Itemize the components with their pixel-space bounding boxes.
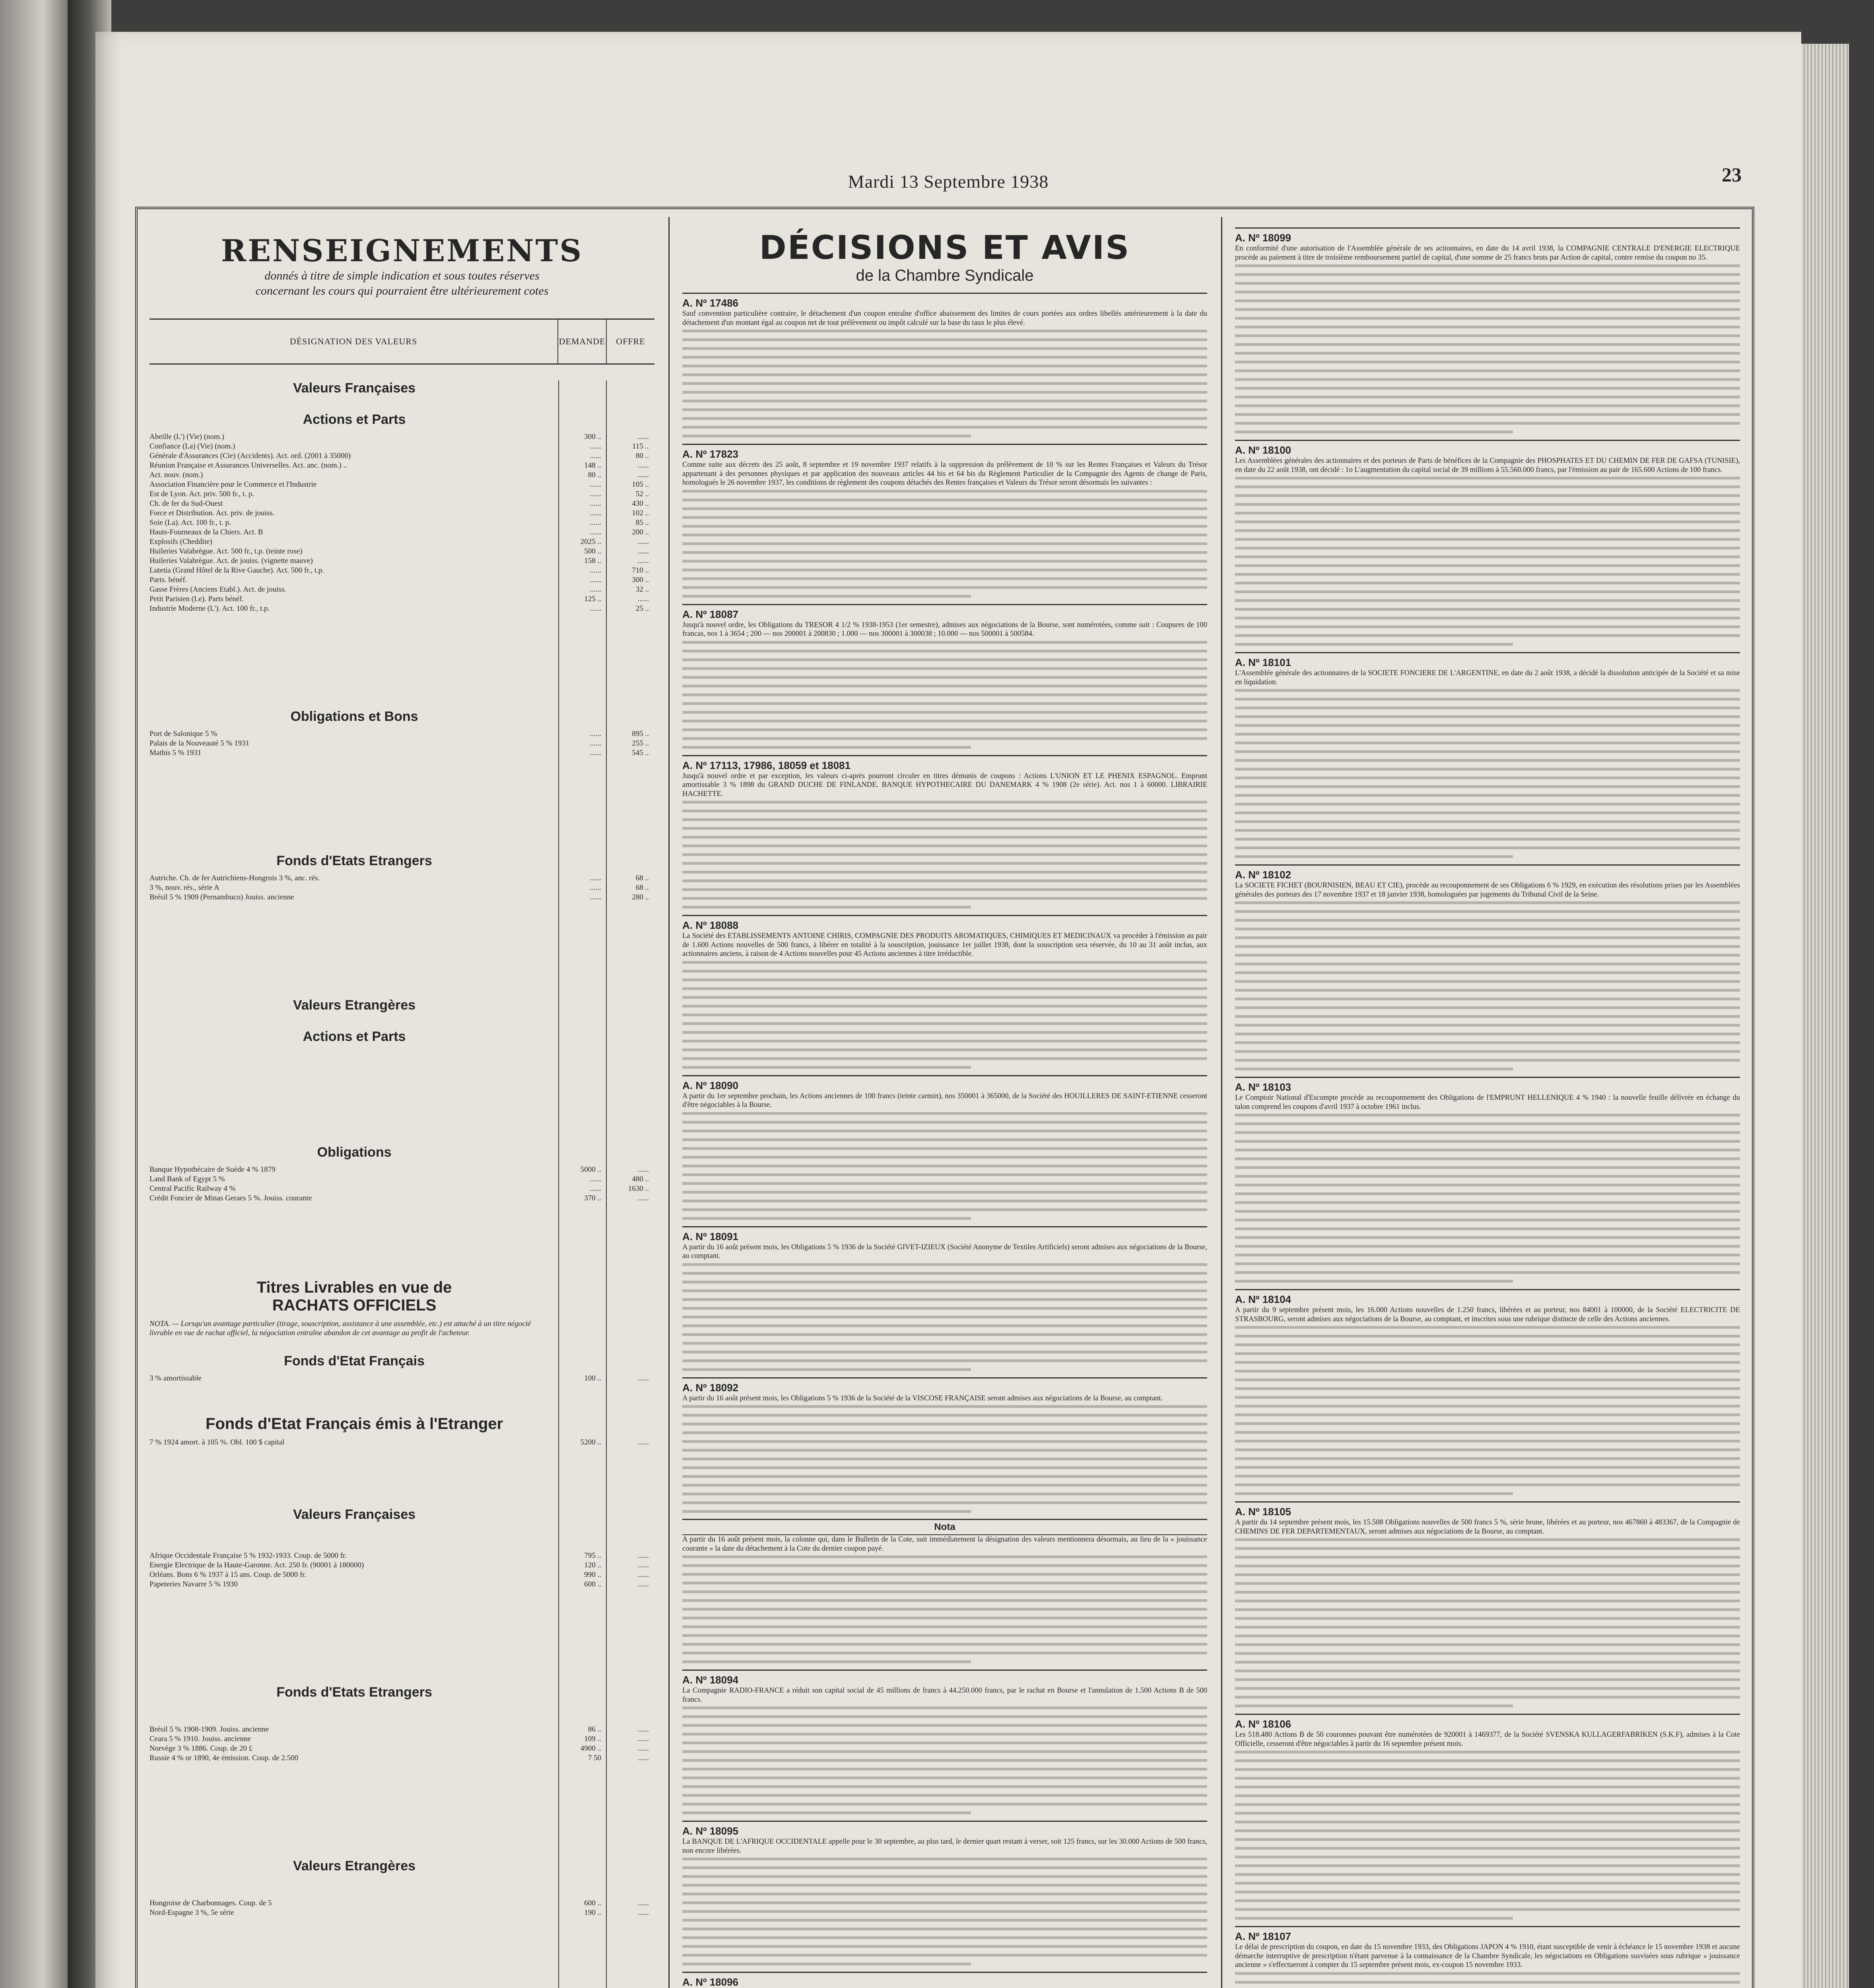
offre-value: ...... [637,1561,649,1569]
avis-text: En conformité d'une autorisation de l'Assemblée générale de ses actionnaires, en date du 14 avril 1938, la COMPAGNIE CENTRALE D'ENERGIE ELECTRIQUE procède au paiement à titre de troisième remboursement partiel de capital, d'une somme de 25 francs bruts par Action de capital, contre remise du coupon no 35. [1235,245,1740,262]
avis-text: Le Comptoir National d'Escompte procède au recouponnement des Obligations de l'EMPRUNT HELLENIQUE 4 % 1940 : la nouvelle feuille délivrée en échange du talon comprend les coupons d'avril 1937 à octobre 1961 inclus. [1235,1094,1740,1111]
section-subtitle: Actions et Parts [303,412,406,427]
section-title: Valeurs Etrangères [293,998,416,1013]
avis-reference: A. Nº 18105 [1235,1501,1740,1518]
column-divider [668,217,670,1988]
avis-text: A partir du 16 août présent mois, les Obligations 5 % 1936 de la Société de la VISCOSE FRANÇAISE seront admises aux négociations de la Bourse, au comptant. [682,1394,1163,1402]
text-body-placeholder [1235,1751,1740,1920]
demande-value: 190 .. [584,1908,601,1917]
avis-reference: A. Nº 18101 [1235,652,1740,669]
avis-continued-column [1235,221,1740,1988]
demande-value: 795 .. [584,1551,601,1560]
table-row [150,1438,654,1447]
offre-value: 80 .. [635,452,649,460]
demande-value: ...... [590,893,601,901]
demande-value: 125 .. [584,595,601,603]
demande-value: ...... [590,585,601,594]
security-name: Hongroise de Charbonnages. Coup. de 5 [150,1899,272,1907]
security-name: Gasse Frères (Anciens Etabl.). Act. de jouiss. [150,585,287,594]
decisions-subtitle: de la Chambre Syndicale [856,267,1034,284]
security-name: Nord-Espagne 3 %, 5e série [150,1908,234,1917]
renseignements-subtitle: concernant les cours qui pourraient être ultérieurement cotes [255,284,549,297]
rows-fonds-etrangers-2 [150,1725,654,1763]
offre-value: 68 .. [635,883,649,892]
demande-value: ...... [590,749,601,757]
demande-value: ...... [590,739,601,747]
avis-text: La BANQUE DE L'AFRIQUE OCCIDENTALE appelle pour le 30 septembre, au plus tard, le dernier quart restant à verser, soit 125 francs, sur les 30.000 Actions de 500 francs, non encore libérées. [682,1838,1207,1855]
offre-value: ...... [637,1735,649,1743]
offre-value: 255 .. [632,739,649,747]
security-name: Huileries Valabrègue. Act. de jouiss. (vignette mauve) [150,557,313,565]
offre-value: ...... [637,1551,649,1560]
demande-value: ...... [590,576,601,584]
table-row [150,509,654,518]
table-row [150,893,654,902]
security-name: Force et Distribution. Act. priv. de jouiss. [150,509,275,517]
security-name: Réunion Française et Assurances Universelles. Act. anc. (nom.) .. [150,461,348,470]
table-row [150,461,654,470]
table-row [150,1753,654,1763]
rows-fonds-francais-etranger [150,1438,654,1447]
avis-text: A partir du 14 septembre présent mois, les 15.508 Obligations nouvelles de 500 francs 5 %, série brune, libérées et au porteur, nos 467860 à 483367, de la Compagnie de CHEMINS DE FER DEPARTEMENTAUX, seront admises aux négociations de la Bourse, au comptant. [1235,1518,1740,1536]
demande-value: ...... [590,442,601,450]
demande-value: ...... [590,566,601,575]
offre-value: ...... [637,595,649,603]
security-name: 3 %, nouv. rés., série A [150,883,219,892]
table-row [150,1734,654,1744]
demande-value: 100 .. [584,1374,601,1382]
table-row [150,442,654,451]
offre-value: 710 .. [632,566,649,575]
section-title: Obligations et Bons [290,709,418,724]
section-subtitle: Actions et Parts [303,1029,406,1044]
demande-value: 86 .. [588,1725,601,1734]
security-name: Norvège 3 % 1886. Coup. de 20 £ [150,1744,253,1753]
section-title: Titres Livrables en vue de [256,1279,452,1296]
demande-value: ...... [590,1184,601,1193]
column-header-designation: DÉSIGNATION DES VALEURS [150,320,558,363]
demande-value: 300 .. [584,433,601,441]
offre-value: ...... [637,1571,649,1579]
demande-value: 600 .. [584,1580,601,1588]
table-row [150,537,654,547]
rows-fonds-francais [150,1374,654,1383]
avis-reference: A. Nº 18099 [1235,227,1740,244]
security-name: Petit Parisien (Le). Parts bénéf. [150,595,244,603]
column-header-offre: OFFRE [616,336,645,346]
rows-valeurs-francaises-2 [150,1551,654,1589]
demande-value: ...... [590,528,601,536]
table-row [150,451,654,461]
table-row [150,883,654,893]
avis-text: La SOCIETE FICHET (BOURNISIEN, BEAU ET CIE), procède au recouponnement de ses Obligations 6 % 1929, en exécution des résolutions prises par les Assemblées générales des porteurs des 17 novembre 1937 et 18 janvier 1938, homologuées par jugements du Tribunal Civil de la Seine. [1235,881,1740,899]
table-row [150,1551,654,1561]
offre-value: 895 .. [632,730,649,738]
avis-reference: A. Nº 18094 [682,1670,1207,1686]
offre-value: 280 .. [632,893,649,901]
avis-reference: A. Nº 18091 [682,1226,1207,1243]
table-row [150,489,654,499]
avis-reference: A. Nº 18106 [1235,1714,1740,1730]
security-name: Association Financière pour le Commerce et l'Industrie [150,480,317,489]
text-body-placeholder [682,801,1207,909]
avis-text: Les Assemblées générales des actionnaires et des porteurs de Parts de bénéfices de la Compagnie des PHOSPHATES ET DU CHEMIN DE FER DE GAFSA (TUNISIE), en date du 22 août 1938, ont décidé : 1o L'augmentation du capital social de 39 millions à 55.560.000 francs, par l'émission au pair de 165.600 Actions de 100 francs. [1235,457,1740,474]
table-row [150,1175,654,1184]
text-body-placeholder [1235,477,1740,646]
demande-value: ...... [590,883,601,892]
avis-list [682,293,1207,1988]
table-row [150,499,654,509]
demande-value: ...... [590,480,601,489]
security-name: Brésil 5 % 1908-1909. Jouiss. ancienne [150,1725,269,1734]
security-name: Autriche. Ch. de fer Autrichiens-Hongrois 3 %, anc. rés. [150,874,320,882]
security-name: Energie Electrique de la Haute-Garonne. Act. 250 fr. (90001 à 180000) [150,1561,364,1569]
offre-value: 105 .. [632,480,649,489]
demande-value: 80 .. [588,471,601,479]
avis-reference: A. Nº 18095 [682,1821,1207,1837]
offre-value: 480 .. [632,1175,649,1183]
offre-value: ...... [637,1899,649,1907]
avis-reference: Nota [682,1519,1207,1535]
security-name: Huileries Valabrègue. Act. 500 fr., t.p. (teinte rose) [150,547,303,555]
text-body-placeholder [682,490,1207,598]
offre-value: ...... [637,1908,649,1917]
avis-reference: A. Nº 18107 [1235,1926,1740,1943]
table-row [150,874,654,883]
avis-text: La Société des ETABLISSEMENTS ANTOINE CHIRIS, COMPAGNIE DES PRODUITS AROMATIQUES, CHIMIQUES ET MEDICINAUX va procéder à l'émission au pair de 1.600 Actions nouvelles de 500 francs, à libérer en totalité à la souscription, jouissance 1er juillet 1938, dont la souscription sera réservée, du 10 au 31 août inclus, aux actionnaires anciens, à raison de 4 Actions nouvelles pour 45 Actions anciennes à titre irréductible. [682,932,1207,958]
offre-value: 1630 .. [628,1184,649,1193]
table-row [150,518,654,528]
demande-value: ...... [590,490,601,498]
offre-value: 102 .. [632,509,649,517]
avis-reference: A. Nº 18092 [682,1377,1207,1394]
text-body-placeholder [682,1858,1207,1965]
avis-reference: A. Nº 17113, 17986, 18059 et 18081 [682,755,1207,772]
security-name: Banque Hypothécaire de Suède 4 % 1879 [150,1165,276,1174]
avis-text: Les 518.480 Actions B de 50 couronnes pouvant être numérotées de 920001 à 1469377, de la Société SVENSKA KULLAGERFABRIKEN (S.K.F), admises à la Cote Officielle, cesseront d'être négociables à partir du 16 septembre présent mois. [1235,1731,1740,1748]
avis-reference: A. Nº 18100 [1235,440,1740,456]
security-name: Ceara 5 % 1910. Jouiss. ancienne [150,1735,251,1743]
offre-value: ...... [637,1754,649,1762]
text-body-placeholder [682,1112,1207,1220]
avis-reference: A. Nº 18096 [682,1972,1207,1988]
text-body-placeholder [1235,689,1740,858]
demande-value: ...... [590,452,601,460]
avis-text: Le délai de prescription du coupon, en date du 15 novembre 1933, des Obligations JAPON 4 % 1910, étant susceptible de venir à échéance le 15 novembre 1938 et aucune démarche interruptive de prescription n'étant parvenue à la connaissance de la Chambre Syndicale, les négociations en Obligations susvisées sous rubrique « jouissance ancienne » s'effectueront à compter du 15 septembre présent mois, ex-coupon 15 novembre 1933. [1235,1943,1740,1969]
table-row [150,432,654,442]
table-row [150,594,654,604]
table-row [150,1725,654,1734]
demande-value: ...... [590,730,601,738]
section-title: RACHATS OFFICIELS [272,1297,437,1314]
text-body-placeholder [682,961,1207,1069]
section-title: Fonds d'Etats Etrangers [276,853,432,868]
text-body-placeholder [1235,1114,1740,1283]
offre-value: 52 .. [635,490,649,498]
demande-value: 370 .. [584,1194,601,1202]
offre-value: ...... [637,1165,649,1174]
avis-reference: A. Nº 18104 [1235,1289,1740,1306]
demande-value: ...... [590,604,601,613]
section-title: Fonds d'Etat Français émis à l'Etranger [205,1415,503,1433]
offre-value: ...... [637,1194,649,1202]
table-row [150,1194,654,1203]
security-name: Est de Lyon. Act. priv. 500 fr., t. p. [150,490,254,498]
table-row [150,1374,654,1383]
security-name: Soie (La). Act. 100 fr., t. p. [150,518,231,527]
security-name: Parts. bénéf. [150,576,187,584]
avis-text: Jusqu'à nouvel ordre, les Obligations du TRESOR 4 1/2 % 1938-1953 (1er semestre), admises aux négociations de la Bourse, sont numérotées, comme suit : Coupures de 100 francas, nos 1 à 3654 ; 200 — nos 200001 à 200830 ; 1.000 — nos 300001 à 300038 ; 10.000 — nos 500001 à 500584. [682,621,1207,638]
security-name: 7 % 1924 amort. à 105 %. Obl. 100 $ capital [150,1438,285,1446]
section-title: Valeurs Etrangères [293,1858,416,1873]
offre-value: 430 .. [632,499,649,508]
avis-reference: A. Nº 18103 [1235,1077,1740,1093]
newspaper-page [95,32,1801,1988]
text-body-placeholder [1235,1538,1740,1707]
avis-text: Comme suite aux décrets des 25 août, 8 septembre et 19 novembre 1937 relatifs à la suppression du prélèvement de 10 % sur les Rentes Françaises et Valeurs du Trésor appartenant à des personnes physiques et par application des nouveaux articles 44 bis et 64 bis du Règlement Particulier de la Compagnie des Agents de change de Paris, homologués le 26 novembre 1937, les conditions de règlement des coupons détachés des Rentes françaises et Valeurs du Trésor seront désormais les suivantes : [682,461,1207,487]
table-row [150,1165,654,1175]
security-name: Lutetia (Grand Hôtel de la Rive Gauche). Act. 500 fr., t.p. [150,566,324,575]
demande-value: 600 .. [584,1899,601,1907]
previous-page-edge [0,0,72,1988]
avis-text: La Compagnie RADIO-FRANCE a réduit son capital social de 45 millions de francs à 44.250.000 francs, par le rachat en Bourse et l'annulation de 1.500 Actions B de 500 francs. [682,1687,1207,1704]
demande-value: 158 .. [584,557,601,565]
demande-value: 5200 .. [580,1438,601,1446]
demande-value: ...... [590,518,601,527]
table-row [150,748,654,758]
table-row [150,729,654,739]
offre-value: ...... [637,1374,649,1382]
page-stack-edge [1801,44,1849,1988]
demande-value: ...... [590,499,601,508]
offre-value: ...... [637,1744,649,1753]
offre-value: 200 .. [632,528,649,536]
rows-valeurs-etrangeres-2 [150,1899,654,1918]
avis-reference: A. Nº 18088 [682,915,1207,932]
rows-fonds-etrangers [150,874,654,902]
offre-value: 32 .. [635,585,649,594]
table-row [150,556,654,566]
section-title: Valeurs Françaises [293,1507,416,1522]
avis-reference: A. Nº 18087 [682,604,1207,621]
page-frame [135,207,1754,1988]
offre-value: ...... [637,1725,649,1734]
security-name: Central Pacific Railway 4 % [150,1184,236,1193]
table-row [150,585,654,594]
security-name: Explosifs (Cheddite) [150,538,212,546]
security-name: Russie 4 % or 1890, 4e émission. Coup. de 2.500 [150,1754,299,1762]
table-row [150,1899,654,1908]
avis-list-continued [1235,227,1740,1988]
section-title: Fonds d'Etats Etrangers [276,1685,432,1700]
rows-valeurs-francaises [150,432,654,613]
quotes-table [150,381,654,1988]
offre-value: 25 .. [635,604,649,613]
demande-value: 148 .. [584,461,601,470]
nota-text: NOTA. — Lorsqu'un avantage particulier (tirage, souscription, assistance à une assemblée, etc.) est attaché à un titre négocié livrable en vue de rachat officiel, la négociation entraîne abandon de cet avantage au profit de l'acheteur. [150,1320,531,1337]
security-name: Papeteries Navarre 5 % 1930 [150,1580,238,1588]
column-header-demande: DEMANDE [558,320,607,363]
security-name: Abeille (L') (Vie) (nom.) [150,433,224,441]
text-body-placeholder [1235,264,1740,433]
avis-text: A partir du 16 août présent mois, la colonne qui, dans le Bulletin de la Cote, suit immédiatement la désignation des valeurs mentionnera désormais, au lieu de la « jouissance courante » la date du détachement à la Cote du dernier coupon payé. [682,1536,1207,1553]
demande-value: 2025 .. [580,538,601,546]
avis-text: Jusqu'à nouvel ordre et par exception, les valeurs ci-après pourront circuler en titres démunis de coupons : Actions L'UNION ET LE PHENIX ESPAGNOL. Emprunt amortissable 3 % 1898 du GRAND DUCHE DE FINLANDE. BANQUE HYPOTHECAIRE DU DANEMARK 4 % 1908 (2e série). Act. nos 1 à 60000. LIBRAIRIE HACHETTE. [682,772,1207,798]
security-name: Palais de la Nouveauté 5 % 1931 [150,739,250,747]
renseignements-title: RENSEIGNEMENTS [221,233,583,268]
avis-text: A partir du 9 septembre présent mois, les 16.000 Actions nouvelles de 1.250 francs, libérées et au porteur, nos 84001 à 100000, de la Société ELECTRICITE DE STRASBOURG, seront admises aux négociations de la Bourse, au comptant, et inscrites sous une rubrique distincte de celle des Actions anciennes. [1235,1306,1740,1323]
table-row [150,1580,654,1589]
text-body-placeholder [682,641,1207,749]
avis-reference: A. Nº 18090 [682,1075,1207,1092]
rows-obligations-bons [150,729,654,758]
security-name: Brésil 5 % 1909 (Pernambuco) Jouiss. ancienne [150,893,294,901]
security-name: Industrie Moderne (L'). Act. 100 fr., t.p. [150,604,270,613]
renseignements-column [150,221,654,1988]
table-row [150,1908,654,1918]
text-body-placeholder [682,1405,1207,1513]
demande-value: 109 .. [584,1735,601,1743]
page-number: 23 [1722,163,1742,186]
table-row [150,739,654,748]
column-divider [1221,217,1222,1988]
security-name: Afrique Occidentale Française 5 % 1932-1933. Coup. de 5000 fr. [150,1551,347,1560]
offre-value: ...... [637,471,649,479]
table-row [150,547,654,556]
avis-reference: A. Nº 17823 [682,444,1207,460]
text-body-placeholder [682,1555,1207,1663]
table-row [150,1570,654,1580]
text-body-placeholder [682,330,1207,437]
offre-value: ...... [637,461,649,470]
rows-obligations [150,1165,654,1203]
text-body-placeholder [1235,1972,1740,1988]
table-header [150,318,654,365]
security-name: Hauts-Fourneaux de la Chiers. Act. B [150,528,263,536]
demande-value: 4900 .. [580,1744,601,1753]
table-row [150,1184,654,1194]
offre-value: ...... [637,557,649,565]
security-name: Land Bank of Egypt 5 % [150,1175,225,1183]
demande-value: 5000 .. [580,1165,601,1174]
table-row [150,566,654,575]
decisions-title: DÉCISIONS ET AVIS [759,229,1130,267]
offre-value: ...... [637,433,649,441]
demande-value: 120 .. [584,1561,601,1569]
demande-value: 990 .. [584,1571,601,1579]
renseignements-subtitle: donnés à titre de simple indication et sous toutes réserves [264,269,540,282]
demande-value: 500 .. [584,547,601,555]
table-row [150,604,654,613]
security-name: Port de Salonique 5 % [150,730,217,738]
avis-text: Sauf convention particulière contraire, le détachement d'un coupon entraîne d'office abaissement des limites de cours portées aux ordres libellés antérieurement à la date du détachement d'un montant égal au coupon net de tout prélèvement ou impôt calculé sur la base du taux le plus élevé. [682,310,1207,327]
security-name: Ch. de fer du Sud-Ouest [150,499,223,508]
demande-value: ...... [590,1175,601,1183]
offre-value: ...... [637,547,649,555]
table-row [150,470,654,480]
table-row [150,575,654,585]
offre-value: 85 .. [635,518,649,527]
text-body-placeholder [1235,901,1740,1070]
avis-text: L'Assemblée générale des actionnaires de la SOCIETE FONCIERE DE L'ARGENTINE, en date du 2 août 1938, a décidé la dissolution anticipée de la Société et sa mise en liquidation. [1235,669,1740,686]
offre-value: 300 .. [632,576,649,584]
security-name: Générale d'Assurances (Cie) (Accidents). Act. ord. (2001 à 35000) [150,452,351,460]
offre-value: 545 .. [632,749,649,757]
table-row [150,1561,654,1570]
offre-value: ...... [637,1438,649,1446]
security-name: Confiance (La) (Vie) (nom.) [150,442,235,450]
text-body-placeholder [1235,1326,1740,1495]
avis-reference: A. Nº 18102 [1235,864,1740,881]
offre-value: ...... [637,1580,649,1588]
security-name: Crédit Foncier de Minas Geraes 5 %. Jouiss. courante [150,1194,312,1202]
security-name: 3 % amortissable [150,1374,202,1382]
decisions-column [682,221,1207,1988]
section-title: Valeurs Françaises [293,381,416,396]
demande-value: ...... [590,509,601,517]
section-title: Obligations [317,1145,392,1160]
table-row [150,1744,654,1753]
avis-text: A partir du 16 août présent mois, les Obligations 5 % 1936 de la Société GIVET-IZIEUX (Société Anonyme de Textiles Artificiels) seront admises aux négociations de la Bourse, au comptant. [682,1243,1207,1260]
table-row [150,480,654,489]
table-row [150,528,654,537]
security-name: Mathis 5 % 1931 [150,749,202,757]
text-body-placeholder [682,1706,1207,1814]
security-name: Act. nouv. (nom.) [150,471,203,479]
section-title: Fonds d'Etat Français [284,1353,425,1369]
running-head: Mardi 13 Septembre 1938 [848,171,1049,192]
offre-value: 68 .. [635,874,649,882]
text-body-placeholder [682,1263,1207,1371]
demande-value: 7 50 [588,1754,601,1762]
demande-value: ...... [590,874,601,882]
avis-reference: A. Nº 17486 [682,293,1207,309]
offre-value: ...... [637,538,649,546]
security-name: Orléans. Bons 6 % 1937 à 15 ans. Coup. de 5000 fr. [150,1571,307,1579]
offre-value: 115 .. [632,442,649,450]
avis-text: A partir du 1er septembre prochain, les Actions anciennes de 100 francs (teinte carmin), nos 350001 à 365000, de la Société des HOUILLERES DE SAINT-ETIENNE cesseront d'être négociables à la Bourse. [682,1092,1207,1109]
